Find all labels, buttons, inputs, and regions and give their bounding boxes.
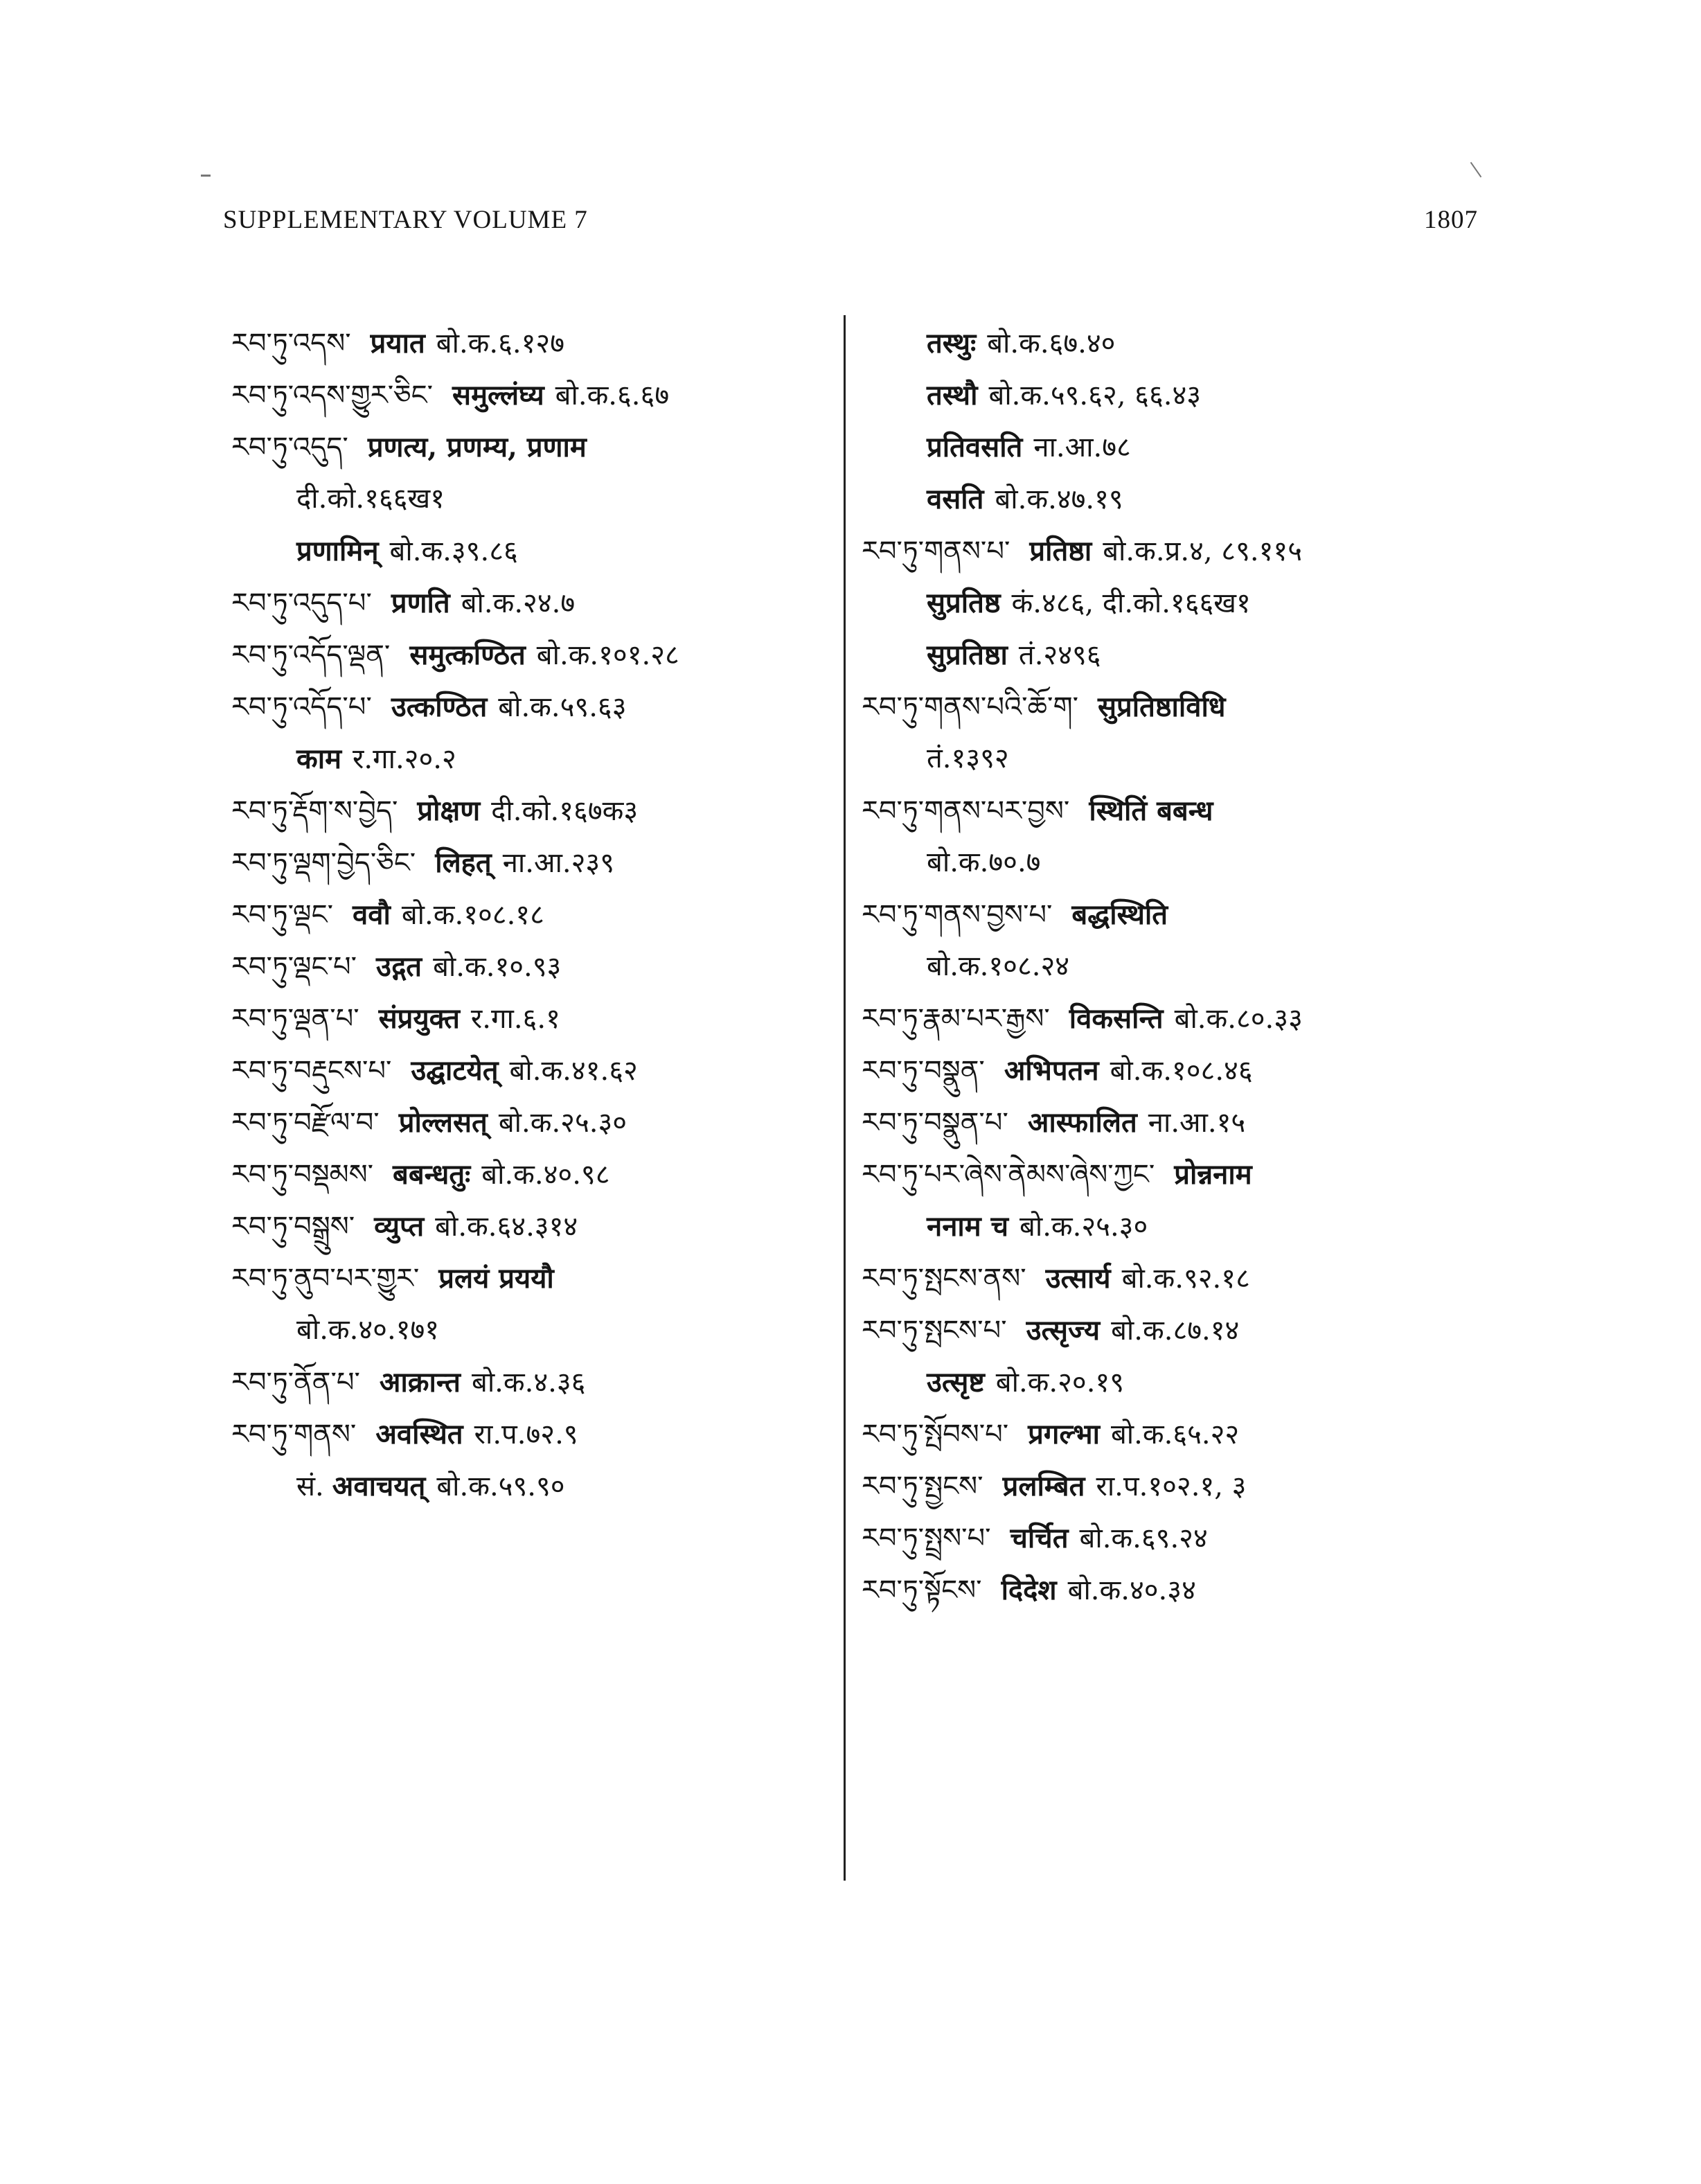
- sanskrit-equivalent: बद्धस्थिति: [1071, 898, 1168, 931]
- scan-mark: [201, 175, 211, 177]
- dictionary-entry: [862, 889, 1485, 941]
- source-reference: दी.को.१६७क३: [491, 795, 639, 827]
- source-reference: बो.क.२०.१९: [995, 1367, 1125, 1399]
- entry-continuation: [862, 837, 1485, 889]
- source-reference: बो.क.६७.४०: [987, 328, 1116, 359]
- source-reference: बो.क.९२.१८: [1121, 1263, 1250, 1295]
- right-column: [862, 317, 1485, 1616]
- tibetan-headword: རབ་ཏུ་གནས་བྱས་པ་: [862, 899, 1053, 931]
- source-reference: बो.क.८०.३३: [1174, 1003, 1303, 1035]
- source-reference: बो.क.७०.७: [927, 846, 1041, 878]
- tibetan-headword: རབ་ཏུ་བརྡུངས་པ་: [231, 1055, 392, 1087]
- tibetan-headword: རབ་ཏུ་འདས་: [231, 328, 351, 359]
- sanskrit-equivalent: उद्गत: [376, 950, 422, 983]
- sanskrit-equivalent: उत्सार्य: [1045, 1262, 1111, 1295]
- sanskrit-equivalent: उद्घाटयेत्: [411, 1054, 499, 1087]
- tibetan-headword: རབ་ཏུ་ལྡང་: [231, 899, 333, 931]
- sanskrit-equivalent: अवस्थित: [375, 1418, 463, 1450]
- dictionary-entry: [231, 421, 841, 473]
- source-reference: बो.क.५९.९०: [436, 1471, 565, 1502]
- entry-continuation: [862, 941, 1485, 993]
- source-reference: बो.क.१०८.१८: [401, 899, 544, 931]
- dictionary-entry: [231, 837, 841, 889]
- sanskrit-equivalent: आस्फालित: [1027, 1106, 1137, 1139]
- sanskrit-equivalent: बबन्धतुः: [393, 1158, 471, 1191]
- tibetan-headword: རབ་ཏུ་ནུབ་པར་གྱུར་: [231, 1263, 420, 1295]
- entry-continuation: [862, 577, 1485, 629]
- tibetan-headword: རབ་ཏུ་འདོད་པ་: [231, 691, 372, 723]
- sanskrit-equivalent: प्रोक्षण: [417, 794, 481, 827]
- dictionary-entry: [231, 993, 841, 1045]
- entry-continuation: [862, 369, 1485, 421]
- tibetan-headword: རབ་ཏུ་རྣམ་པར་རྒྱས་: [862, 1003, 1050, 1035]
- sanskrit-equivalent: समुत्कण्ठित: [409, 639, 526, 671]
- sanskrit-equivalent: आक्रान्त: [379, 1366, 461, 1399]
- sanskrit-equivalent: प्रतिवसति: [927, 431, 1023, 463]
- sanskrit-equivalent: प्रोन्ननाम: [1174, 1158, 1252, 1191]
- source-reference: रा.प.७२.९: [474, 1419, 578, 1450]
- source-reference: बो.क.प्र.४, ८९.११५: [1103, 535, 1302, 567]
- source-reference: बो.क.२४.७: [461, 587, 576, 619]
- tibetan-headword: རབ་ཏུ་གནས་: [231, 1419, 357, 1450]
- sanskrit-equivalent: प्रलयं प्रययौ: [438, 1262, 554, 1295]
- sanskrit-equivalent: सुप्रतिष्ठाविधि: [1098, 691, 1226, 723]
- dictionary-entry: [231, 1356, 841, 1408]
- source-reference: बो.क.६९.२४: [1079, 1522, 1208, 1554]
- source-reference: बो.क.२५.३०: [498, 1107, 627, 1139]
- source-reference: बो.क.१०८.४६: [1110, 1055, 1253, 1087]
- tibetan-headword: རབ་ཏུ་གནས་པར་བྱས་: [862, 795, 1070, 827]
- sanskrit-equivalent: सुप्रतिष्ठा: [927, 639, 1008, 671]
- tibetan-headword: རབ་ཏུ་སྟོངས་: [862, 1574, 982, 1606]
- dictionary-entry: [231, 941, 841, 993]
- tibetan-headword: རབ་ཏུ་སྤོབས་པ་: [862, 1419, 1009, 1450]
- source-reference: बो.क.४.३६: [471, 1367, 586, 1399]
- entry-prefix: सं.: [296, 1471, 324, 1502]
- source-reference: तं.२४९६: [1018, 639, 1101, 671]
- sanskrit-equivalent: प्रणति: [391, 587, 450, 619]
- sanskrit-equivalent: प्रगल्भा: [1028, 1418, 1100, 1450]
- sanskrit-equivalent: उत्सृज्य: [1026, 1314, 1101, 1347]
- entry-continuation: [862, 733, 1485, 785]
- dictionary-entry: [862, 1408, 1485, 1460]
- source-reference: दी.को.१६६ख१: [296, 483, 445, 515]
- tibetan-headword: རབ་ཏུ་ལྡང་པ་: [231, 951, 357, 983]
- sanskrit-equivalent: तस्थुः: [927, 327, 977, 359]
- entry-continuation: [231, 733, 841, 785]
- source-reference: बो.क.३९.८६: [389, 535, 518, 567]
- sanskrit-equivalent: संप्रयुक्त: [378, 1002, 460, 1035]
- sanskrit-equivalent: वसति: [927, 483, 984, 515]
- tibetan-headword: རབ་ཏུ་བརྫོལ་བ་: [231, 1107, 380, 1139]
- tibetan-headword: རབ་ཏུ་བསྒྲུས་: [231, 1211, 355, 1243]
- sanskrit-equivalent: प्रयात: [370, 327, 425, 359]
- sanskrit-equivalent: व्युप्त: [374, 1210, 425, 1243]
- dictionary-entry: [231, 1252, 841, 1304]
- tibetan-headword: རབ་ཏུ་འདོད་ལྡན་: [231, 639, 391, 671]
- sanskrit-equivalent: विकसन्ति: [1069, 1002, 1164, 1035]
- tibetan-headword: རབ་ཏུ་གནས་པའི་ཆོ་ག་: [862, 691, 1078, 723]
- dictionary-entry: [862, 993, 1485, 1045]
- entry-continuation: [862, 421, 1485, 473]
- source-reference: र.गा.२०.२: [353, 743, 456, 775]
- tibetan-headword: རབ་ཏུ་སྤངས་ནས་: [862, 1263, 1026, 1295]
- dictionary-entry: [231, 1148, 841, 1200]
- sanskrit-equivalent: स्थितिं बबन्ध: [1089, 794, 1213, 827]
- left-column: [231, 317, 841, 1512]
- sanskrit-equivalent: प्रणत्य, प्रणम्य, प्रणाम: [367, 431, 587, 463]
- source-reference: ना.आ.१५: [1148, 1107, 1246, 1139]
- source-reference: कं.४८६, दी.को.१६६ख१: [1011, 587, 1251, 619]
- sanskrit-equivalent: प्रणामिन्: [296, 535, 379, 567]
- source-reference: बो.क.१०८.२४: [927, 950, 1070, 982]
- sanskrit-equivalent: प्रोल्लसत्: [398, 1106, 488, 1139]
- source-reference: बो.क.६.६७: [555, 380, 670, 411]
- page-header: [223, 205, 1478, 247]
- tibetan-headword: རབ་ཏུ་འདུད་: [231, 432, 348, 463]
- source-reference: बो.क.४१.६२: [509, 1055, 638, 1087]
- dictionary-entry: [862, 1045, 1485, 1097]
- source-reference: बो.क.४०.१७१: [296, 1314, 440, 1346]
- dictionary-entry: [231, 1200, 841, 1252]
- entry-continuation: [231, 525, 841, 577]
- dictionary-entry: [231, 1045, 841, 1097]
- source-reference: बो.क.५९.६२, ६६.४३: [988, 380, 1202, 411]
- dictionary-entry: [862, 681, 1485, 733]
- dictionary-entry: [231, 785, 841, 837]
- source-reference: बो.क.४०.३४: [1067, 1574, 1196, 1606]
- source-reference: ना.आ.२३९: [502, 847, 615, 879]
- dictionary-entry: [862, 1304, 1485, 1356]
- dictionary-entry: [231, 681, 841, 733]
- dictionary-entry: [862, 1148, 1485, 1200]
- sanskrit-equivalent: अभिपतन: [1004, 1054, 1099, 1087]
- dictionary-entry: [862, 1460, 1485, 1512]
- sanskrit-equivalent: चर्चित: [1010, 1522, 1069, 1554]
- dictionary-entry: [862, 1252, 1485, 1304]
- tibetan-headword: རབ་ཏུ་འདས་གྱུར་ཅིང་: [231, 380, 434, 411]
- entry-continuation: [862, 629, 1485, 681]
- source-reference: बो.क.४७.१९: [995, 483, 1123, 515]
- tibetan-headword: རབ་ཏུ་པར་ཞེས་ནེམས་ཞེས་ཀྱང་: [862, 1159, 1155, 1191]
- dictionary-entry: [231, 629, 841, 681]
- running-title: SUPPLEMENTARY VOLUME 7: [223, 206, 588, 234]
- column-divider: [844, 315, 846, 1881]
- dictionary-entry: [231, 317, 841, 369]
- entry-continuation: [231, 1460, 841, 1512]
- tibetan-headword: རབ་ཏུ་སྤྲས་པ་: [862, 1522, 991, 1554]
- tibetan-headword: རབ་ཏུ་སྤངས་པ་: [862, 1315, 1007, 1347]
- scan-mark: [1470, 162, 1482, 177]
- source-reference: बो.क.६५.२२: [1110, 1419, 1240, 1450]
- sanskrit-equivalent: तस्थौ: [927, 379, 978, 411]
- sanskrit-equivalent: समुल्लंघ्य: [452, 379, 544, 411]
- tibetan-headword: རབ་ཏུ་བསྡམས་: [231, 1159, 373, 1191]
- source-reference: बो.क.१०.९३: [433, 951, 562, 983]
- source-reference: तं.१३९२: [927, 743, 1009, 774]
- tibetan-headword: རབ་ཏུ་ལྡན་པ་: [231, 1003, 359, 1035]
- dictionary-entry: [862, 1097, 1485, 1148]
- source-reference: बो.क.८७.१४: [1111, 1315, 1240, 1347]
- sanskrit-equivalent: प्रलम्बित: [1002, 1470, 1085, 1502]
- sanskrit-equivalent: ननाम च: [927, 1210, 1009, 1243]
- sanskrit-equivalent: उत्सृष्ट: [927, 1366, 985, 1399]
- dictionary-entry: [231, 577, 841, 629]
- entry-continuation: [862, 317, 1485, 369]
- source-reference: बो.क.५९.६३: [498, 691, 627, 723]
- dictionary-entry: [862, 785, 1485, 837]
- entry-continuation: [862, 1200, 1485, 1252]
- sanskrit-equivalent: अवाचयत्: [332, 1470, 426, 1502]
- dictionary-entry: [231, 1097, 841, 1148]
- tibetan-headword: རབ་ཏུ་གནས་པ་: [862, 535, 1010, 567]
- dictionary-entry: [231, 889, 841, 941]
- sanskrit-equivalent: उत्कण्ठित: [391, 691, 488, 723]
- dictionary-entry: [231, 369, 841, 421]
- source-reference: रा.प.१०२.१, ३: [1096, 1471, 1247, 1502]
- page-number: 1807: [1424, 206, 1478, 234]
- entry-continuation: [862, 1356, 1485, 1408]
- tibetan-headword: རབ་ཏུ་སྤྱངས་: [862, 1471, 983, 1502]
- tibetan-headword: རབ་ཏུ་ནོན་པ་: [231, 1367, 360, 1399]
- sanskrit-equivalent: काम: [296, 743, 341, 775]
- source-reference: र.गा.६.१: [470, 1003, 560, 1035]
- sanskrit-equivalent: सुप्रतिष्ठ: [927, 587, 1001, 619]
- source-reference: ना.आ.७८: [1033, 432, 1131, 463]
- tibetan-headword: རབ་ཏུ་བསྣུན་པ་: [862, 1107, 1008, 1139]
- source-reference: बो.क.६.१२७: [436, 328, 565, 359]
- entry-continuation: [231, 473, 841, 525]
- tibetan-headword: རབ་ཏུ་འདུད་པ་: [231, 587, 372, 619]
- entry-continuation: [862, 473, 1485, 525]
- entry-continuation: [231, 1304, 841, 1356]
- source-reference: बो.क.६४.३१४: [435, 1211, 578, 1243]
- dictionary-entry: [862, 1564, 1485, 1616]
- source-reference: बो.क.४०.९८: [481, 1159, 610, 1191]
- dictionary-entry: [862, 1512, 1485, 1564]
- sanskrit-equivalent: ववौ: [353, 898, 391, 931]
- source-reference: बो.क.१०१.२८: [536, 639, 679, 671]
- tibetan-headword: རབ་ཏུ་རྡོག་ས་བྱེད་: [231, 795, 398, 827]
- tibetan-headword: རབ་ཏུ་ལྡག་བྱེད་ཅིང་: [231, 847, 416, 879]
- sanskrit-equivalent: दिदेश: [1001, 1574, 1057, 1606]
- dictionary-entry: [231, 1408, 841, 1460]
- dictionary-entry: [862, 525, 1485, 577]
- tibetan-headword: རབ་ཏུ་བསྣུན་: [862, 1055, 985, 1087]
- source-reference: बो.क.२५.३०: [1019, 1211, 1148, 1243]
- sanskrit-equivalent: लिहत्: [435, 846, 492, 879]
- sanskrit-equivalent: प्रतिष्ठा: [1029, 535, 1092, 567]
